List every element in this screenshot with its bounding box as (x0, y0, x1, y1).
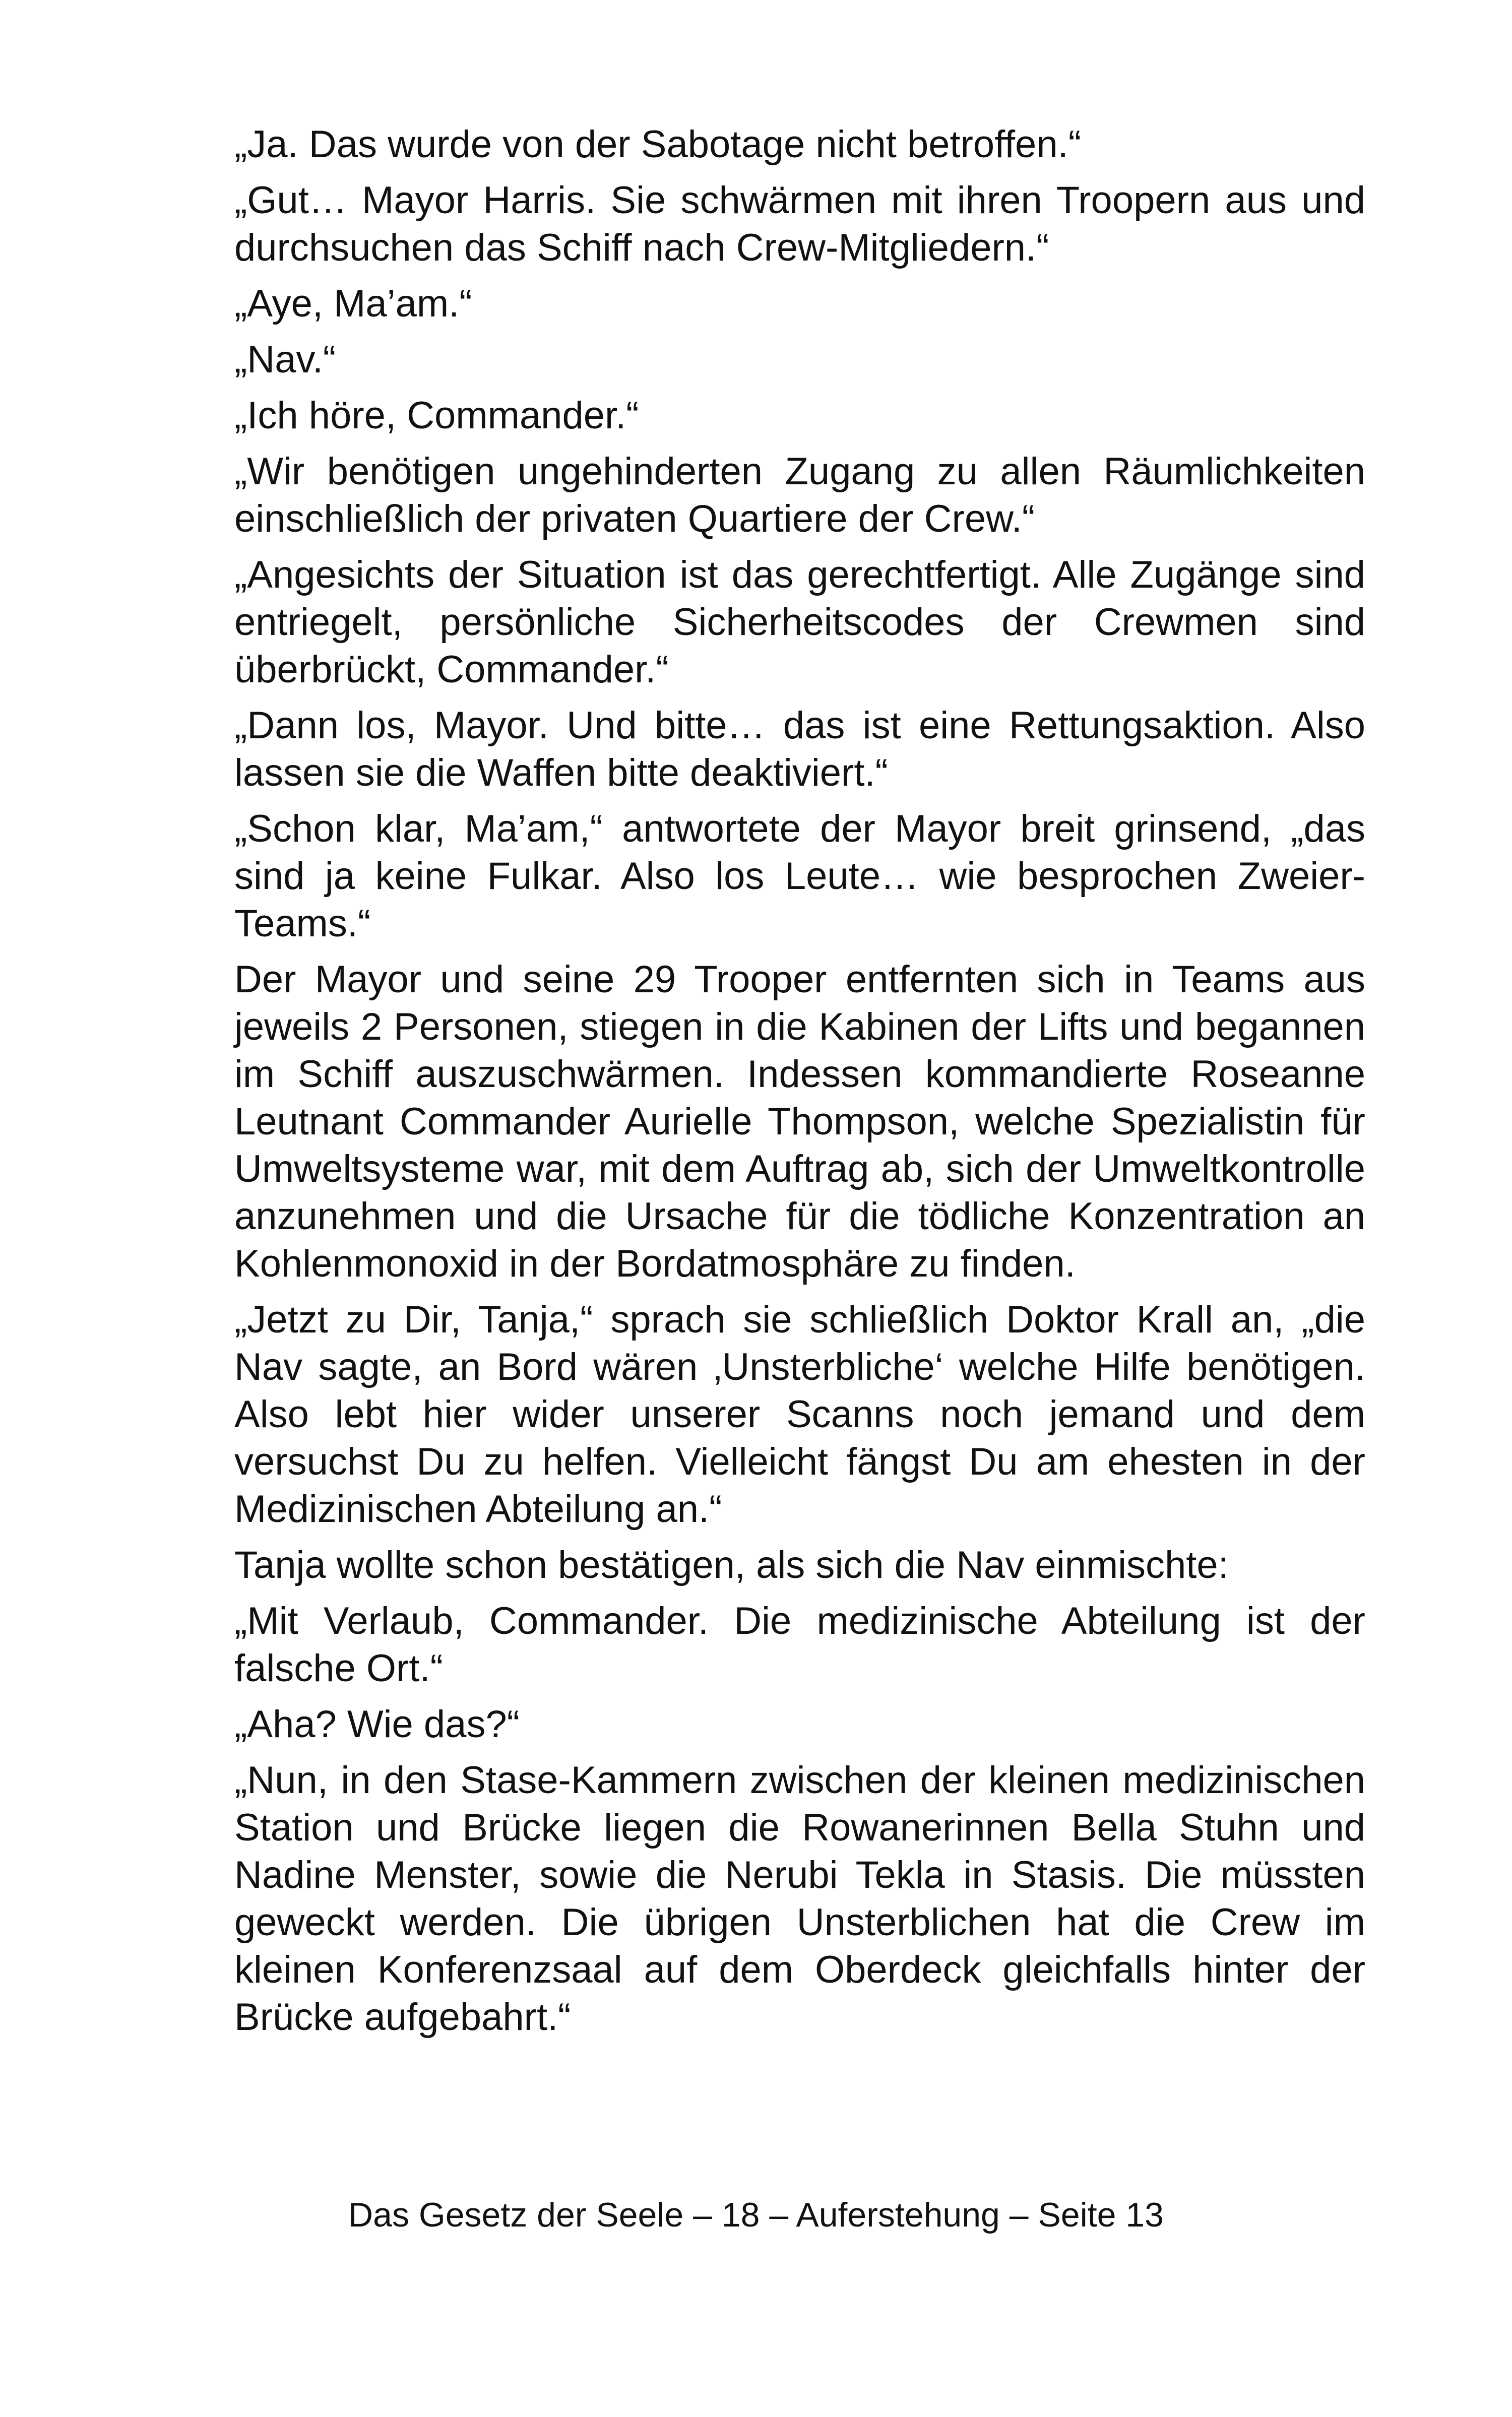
paragraph: „Gut… Mayor Harris. Sie schwärmen mit ihren Troopern aus und durchsuchen das Schiff nach Crew-Mitgliedern.“ (234, 179, 1365, 269)
paragraph: „Nun, in den Stase-Kammern zwischen der kleinen medizinischen Station und Brücke liegen die Rowanerinnen Bella Stuhn und Nadine Menster, sowie die Nerubi Tekla in Stasis. Die müssten geweckt werden. Die übrigen Unsterblichen hat die Crew im kleinen Konferenzsaal auf dem Oberdeck gleichfalls hinter der Brücke aufgebahrt.“ (234, 1759, 1365, 2039)
paragraph: „Ich höre, Commander.“ (234, 394, 639, 437)
paragraph: „Jetzt zu Dir, Tanja,“ sprach sie schließlich Doktor Krall an, „die Nav sagte, an Bord wären ‚Unsterbliche‘ welche Hilfe benötigen. Also lebt hier wider unserer Scanns noch jemand und dem versuchst Du zu helfen. Vielleicht fängst Du am ehesten in der Medizinischen Abteilung an.“ (234, 1298, 1365, 1531)
paragraph: „Aye, Ma’am.“ (234, 282, 472, 325)
paragraph: „Aha? Wie das?“ (234, 1703, 520, 1746)
paragraph: „Schon klar, Ma’am,“ antwortete der Mayor breit grinsend, „das sind ja keine Fulkar. Also los Leute… wie besprochen Zweier-Teams.“ (234, 807, 1365, 945)
paragraph: „Angesichts der Situation ist das gerechtfertigt. Alle Zugänge sind entriegelt, persönliche Sicherheitscodes der Crewmen sind überbrückt, Commander.“ (234, 553, 1365, 691)
paragraph: Der Mayor und seine 29 Trooper entfernten sich in Teams aus jeweils 2 Personen, stiegen in die Kabinen der Lifts und begannen im Schiff auszuschwärmen. Indessen kommandierte Roseanne Leutnant Commander Aurielle Thompson, welche Spezialistin für Umweltsysteme war, mit dem Auftrag ab, sich der Umweltkontrolle anzunehmen und die Ursache für die tödliche Konzentration an Kohlenmonoxid in der Bordatmosphäre zu finden. (234, 958, 1365, 1285)
paragraph: „Mit Verlaub, Commander. Die medizinische Abteilung ist der falsche Ort.“ (234, 1600, 1365, 1690)
paragraph: „Ja. Das wurde von der Sabotage nicht betroffen.“ (234, 123, 1082, 166)
paragraph: „Dann los, Mayor. Und bitte… das ist eine Rettungsaktion. Also lassen sie die Waffen bitte deaktiviert.“ (234, 704, 1365, 794)
page-body (234, 121, 1365, 2050)
paragraph: „Nav.“ (234, 338, 336, 381)
paragraph: Tanja wollte schon bestätigen, als sich die Nav einmischte: (234, 1544, 1229, 1586)
page-footer: Das Gesetz der Seele – 18 – Auferstehung – Seite 13 (348, 2196, 1164, 2234)
paragraph: „Wir benötigen ungehinderten Zugang zu allen Räumlichkeiten einschließlich der privaten Quartiere der Crew.“ (234, 450, 1365, 540)
